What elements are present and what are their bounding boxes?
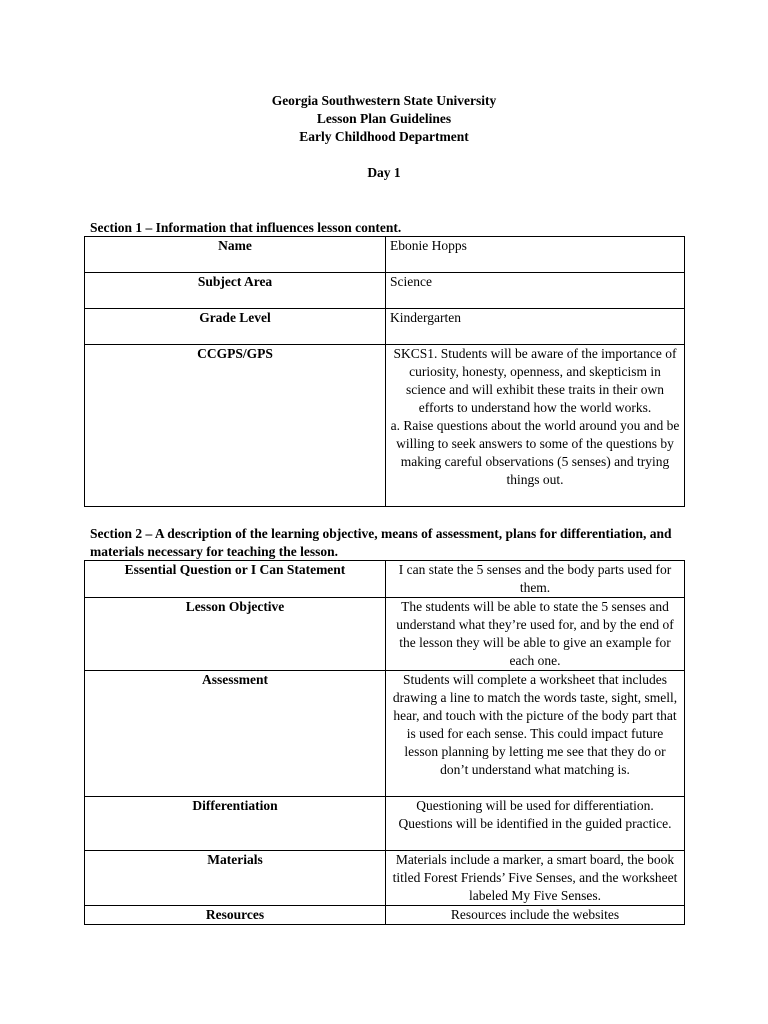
standard-text: SKCS1. Students will be aware of the importance of curiosity, honesty, openness, and skepticism in science and will exhibit these traits in their own efforts to understand how the world works. [393, 346, 677, 415]
university-name: Georgia Southwestern State University [271, 93, 497, 108]
section-2-heading: Section 2 – A description of the learning objective, means of assessment, plans for differentiation, and materials necessary for teaching the lesson. [90, 526, 672, 559]
row-value-ccgps [386, 345, 685, 507]
row-value-differentiation: Questioning will be used for differentiation. Questions will be identified in the guided practice. [386, 797, 685, 851]
row-value-resources: Resources include the websites [386, 906, 685, 925]
row-label-differentiation: Differentiation [85, 797, 386, 851]
table-row [85, 309, 685, 345]
row-value-essential-question: I can state the 5 senses and the body parts used for them. [386, 561, 685, 598]
row-label-resources: Resources [85, 906, 386, 925]
row-value-name: Ebonie Hopps [386, 237, 685, 273]
row-label-assessment: Assessment [85, 671, 386, 797]
row-label-grade-level: Grade Level [85, 309, 386, 345]
section-2-table [84, 560, 685, 925]
table-row [85, 598, 685, 671]
row-label-subject-area: Subject Area [85, 273, 386, 309]
row-value-lesson-objective: The students will be able to state the 5 senses and understand what they’re used for, and by the end of the lesson they will be able to give an example for each one. [386, 598, 685, 671]
row-label-name: Name [85, 237, 386, 273]
table-row [85, 906, 685, 925]
row-label-essential-question: Essential Question or I Can Statement [85, 561, 386, 598]
table-row [85, 345, 685, 507]
row-label-lesson-objective: Lesson Objective [85, 598, 386, 671]
document-header [0, 92, 768, 146]
section-1-heading: Section 1 – Information that influences lesson content. [90, 220, 402, 235]
document-title: Lesson Plan Guidelines [316, 111, 452, 126]
row-value-assessment: Students will complete a worksheet that includes drawing a line to match the words taste, sight, smell, hear, and touch with the picture of the body part that is used for each sense. This could impact future lesson planning by letting me see that they do or don’t understand what matching is. [386, 671, 685, 797]
table-row [85, 797, 685, 851]
row-label-materials: Materials [85, 851, 386, 906]
row-value-materials: Materials include a marker, a smart board, the book titled Forest Friends’ Five Senses, and the worksheet labeled My Five Senses. [386, 851, 685, 906]
table-row [85, 273, 685, 309]
row-label-ccgps: CCGPS/GPS [85, 345, 386, 507]
row-value-subject-area: Science [386, 273, 685, 309]
table-row [85, 851, 685, 906]
section-1-table [84, 236, 685, 507]
row-value-grade-level: Kindergarten [386, 309, 685, 345]
standard-element-text: a. Raise questions about the world around you and be willing to seek answers to some of the questions by making careful observations (5 senses) and trying things out. [390, 418, 680, 487]
department-name: Early Childhood Department [299, 129, 469, 144]
table-row [85, 671, 685, 797]
day-label: Day 1 [367, 165, 401, 180]
table-row [85, 561, 685, 598]
table-row [85, 237, 685, 273]
